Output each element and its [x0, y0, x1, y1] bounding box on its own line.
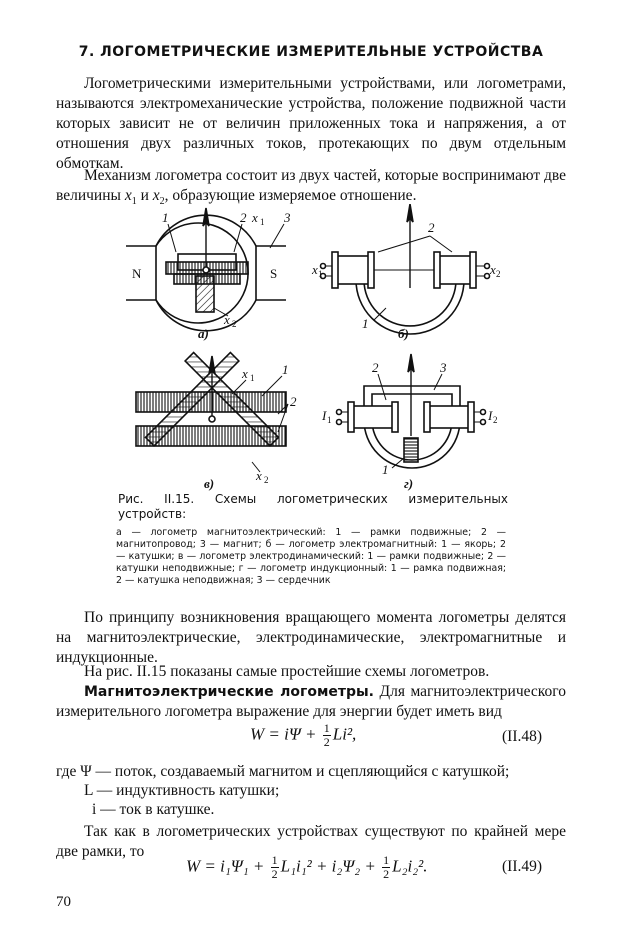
mechanism-text-b: , образующие измеряемое отношение. [164, 187, 417, 204]
page-number: 70 [56, 894, 71, 910]
a-label-x2: x [224, 312, 230, 327]
section-heading: 7. ЛОГОМЕТРИЧЕСКИЕ ИЗМЕРИТЕЛЬНЫЕ УСТРОЙСТВА [78, 44, 544, 60]
a-label-x2-sub: 2 [232, 319, 237, 329]
equation-number-ii-49: (II.49) [502, 858, 543, 875]
v-label-1: 1 [282, 362, 289, 377]
g-label-3: 3 [440, 360, 447, 375]
figure-caption-title: Рис. II.15. Схемы логометрических измерительных устройств: [118, 492, 508, 521]
subheading-magnetoelectric: Магнитоэлектрические логометры. [84, 684, 374, 700]
g-label-i1-sub: 1 [327, 415, 332, 425]
b-label-x1: x [312, 262, 318, 277]
eq48-lhs: W = iΨ + [250, 724, 321, 744]
eq49-frac1-num: 1 [271, 853, 278, 867]
eq49-p2: L₁i₁² + i₂Ψ₂ + [280, 856, 381, 876]
g-label-i1: I [322, 408, 327, 423]
v-label-x2: x [256, 468, 262, 483]
eq49-frac2-num: 1 [383, 853, 390, 867]
v-label-x1-sub: 1 [250, 373, 255, 383]
paragraph-figure-ref: На рис. II.15 показаны самые простейшие схемы логометров. [84, 663, 490, 680]
where-i: i — ток в катушке. [92, 801, 215, 818]
g-label-i2: I [488, 408, 493, 423]
v-label-x2-sub: 2 [264, 475, 269, 485]
a-label-x1: x [252, 210, 258, 225]
v-label-x1: x [242, 366, 248, 381]
b-label-x2: x [490, 262, 496, 277]
eq49-frac1 [271, 854, 279, 881]
b-label-1: 1 [362, 316, 369, 331]
equation-ii-49 [186, 854, 428, 881]
pole-n: N [132, 266, 142, 281]
diagram-b [321, 204, 490, 334]
eq49-frac2 [382, 854, 390, 881]
paragraph-magnetoelectric [56, 682, 566, 722]
eq48-frac [323, 722, 331, 749]
a-label-x1-sub: 1 [260, 217, 265, 227]
a-label-1: 1 [162, 210, 169, 225]
magnetoelectric-text: Для магнитоэлектрического измерительного логометра выражение для энергии будет иметь вид [56, 683, 566, 720]
paragraph-definition: Логометрическими измерительными устройствами, или логометрами, называются электромеханические устройства, положение подвижной части которых зависит не от величин приложенных тока и напряжения, а от отношения двух различных токов, протекающих по двум отдельным обмоткам. [56, 75, 566, 172]
var-x2-sub: 2 [159, 196, 165, 208]
g-caption: г) [404, 476, 414, 491]
eq48-frac-num: 1 [323, 721, 330, 735]
figure-ii-15 [56, 204, 566, 494]
b-label-2: 2 [428, 220, 435, 235]
equation-ii-48 [250, 722, 356, 749]
a-caption: а) [198, 326, 209, 341]
a-label-3: 3 [284, 210, 291, 225]
b-label-x1-sub: 1 [318, 269, 323, 279]
eq49-p1: W = i₁Ψ₁ + [186, 856, 269, 876]
eq49-frac1-den: 2 [271, 867, 278, 881]
figure-caption-body: а — логометр магнитоэлектрический: 1 — рамки подвижные; 2 — магнитопровод; 3 — магнит; б — логометр электромагнитный: 1 — якорь; 2 — катушки; в — логометр электродинамический: 1 — рамки подвижные; 2 — катушки неподвижные; г — логометр индукционный: 1 — рамка подвижная; 2 — катушка неподвижная; 3 — сердечник [116, 527, 506, 586]
g-label-i2-sub: 2 [493, 415, 498, 425]
diagram-v [136, 353, 288, 472]
a-label-2: 2 [240, 210, 247, 225]
g-label-2: 2 [372, 360, 379, 375]
b-label-x2-sub: 2 [496, 269, 501, 279]
var-x1-sub: 1 [131, 196, 137, 208]
var-x2: x [152, 187, 160, 204]
b-caption: б) [398, 326, 409, 341]
where-l: L — индуктивность катушки; [84, 782, 280, 799]
mechanism-and: и [136, 187, 153, 204]
eq48-frac-den: 2 [323, 735, 330, 749]
v-caption: в) [204, 476, 215, 491]
g-label-1: 1 [382, 462, 389, 477]
where-psi: где Ψ — поток, создаваемый магнитом и сцепляющийся с катушкой; [56, 763, 510, 780]
eq49-frac2-den: 2 [383, 867, 390, 881]
paragraph-two-frames: Так как в логометрических устройствах существуют по крайней мере две рамки, то [56, 823, 566, 860]
diagram-g [337, 354, 486, 468]
paragraph-classification: По принципу возникновения вращающего момента логометры делятся на магнитоэлектрические, электродинамические, электромагнитные и индукционные. [56, 609, 566, 666]
eq48-rhs: Li², [332, 724, 357, 744]
mechanism-text-a: Механизм логометра состоит из двух частей, которые воспринимают две величины [56, 167, 566, 204]
v-label-2: 2 [290, 394, 297, 409]
var-x1: x [124, 187, 132, 204]
pole-s: S [270, 266, 278, 281]
equation-number-ii-48: (II.48) [502, 728, 543, 745]
eq49-p3: L₂i₂². [392, 856, 428, 876]
